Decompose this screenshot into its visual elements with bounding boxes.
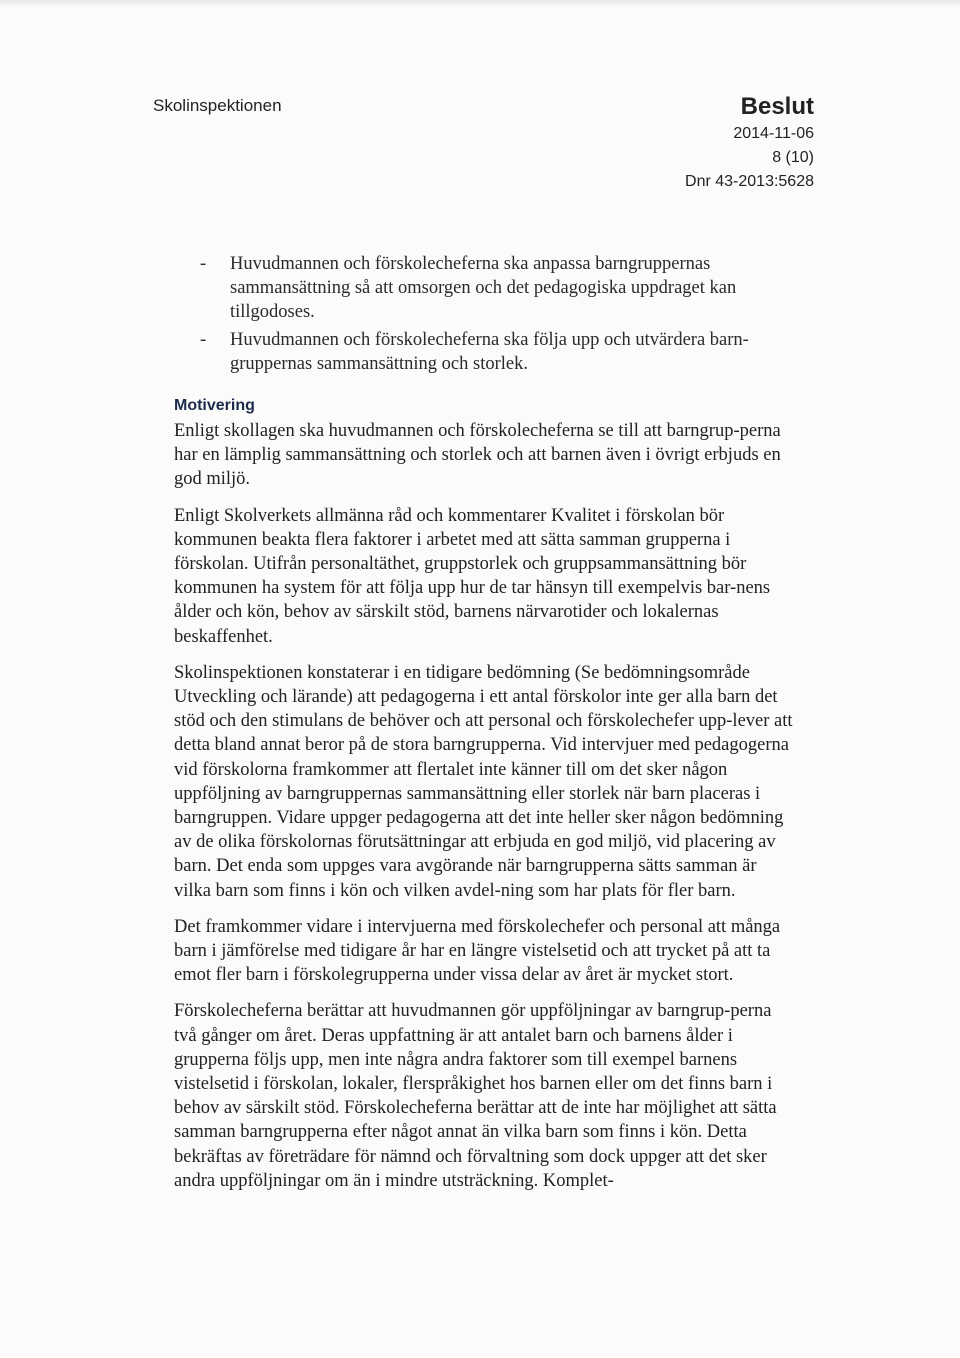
scan-edge: [0, 0, 960, 8]
document-meta: [685, 92, 814, 194]
paragraph: Enligt skollagen ska huvudmannen och förskolecheferna se till att barngrup-perna har en lämplig sammansättning och storlek och att barnen även i övrigt erbjuds en god miljö.: [174, 421, 781, 490]
list-item-text: Huvudmannen och förskolecheferna ska följa upp och utvärdera barn-gruppernas sammansättning och storlek.: [230, 330, 749, 374]
document-type: Beslut: [740, 93, 814, 120]
list-item: [200, 252, 790, 324]
body-text: [174, 419, 794, 1205]
paragraph: Skolinspektionen konstaterar i en tidigare bedömning (Se bedömningsområde Utveckling och lärande) att pedagogerna i ett antal förskolor inte ger alla barn det stöd och den stimulans de behöver och att personal och förskolechefer upp-lever att detta bland annat beror på de stora barngrupperna. Vid intervjuer med pedagogerna vid förskolorna framkommer att flertalet inte känner till om det sker någon uppföljning av barngruppernas sammansättning eller storlek när barn placeras i barngruppen. Vidare uppger pedagogerna att det inte heller sker någon bedömning av de olika förskolornas förutsättningar att erbjuda en god miljö, vid placering av barn. Det enda som uppges vara avgörande när barngrupperna sätts samman är vilka barn som finns i kön och vilken avdel-ning som har plats för fler barn.: [174, 662, 793, 901]
requirement-list: [200, 252, 790, 380]
paragraph: Förskolecheferna berättar att huvudmannen gör uppföljningar av barngrup-perna två gånger om året. Deras uppfattning är att antalet barn och barnens ålder i grupperna följs upp, men inte några andra faktorer som till exempel barnens vistelsetid i förskolan, lokaler, flerspråkighet hos barnen eller om det finns barn i behov av särskilt stöd. Förskolecheferna berättar att de inte har möjlighet att sätta samman barngrupperna efter något annat än vilka barn som finns i kön. Detta bekräftas av företrädare för nämnd och förvaltning som dock uppger att det sker andra uppföljningar om än i mindre utsträckning. Komplet-: [174, 1001, 777, 1191]
list-item: [200, 328, 790, 376]
registration-number: Dnr 43-2013:5628: [685, 173, 814, 190]
agency-name: Skolinspektionen: [153, 96, 282, 115]
bullet-marker: -: [200, 330, 207, 350]
paragraph: Enligt Skolverkets allmänna råd och kommentarer Kvalitet i förskolan bör kommunen beakta flera faktorer i arbetet med att sätta samman grupperna i förskolan. Utifrån personaltäthet, gruppstorlek och gruppsammansättning bör kommunen ha system för att följa upp hur de tar hänsyn till exempelvis bar-nens ålder och kön, behov av särskilt stöd, barnens närvarotider och lokalernas beskaffenhet.: [174, 505, 771, 647]
bullet-marker: -: [200, 254, 207, 274]
paragraph: Det framkommer vidare i intervjuerna med förskolechefer och personal att många barn i jämförelse med tidigare år har en längre vistelsetid och att trycket på att ta emot fler barn i förskolegrupperna under vissa delar av året är mycket stort.: [174, 916, 781, 986]
list-item-text: Huvudmannen och förskolecheferna ska anpassa barngruppernas sammansättning så att omsorgen och det pedagogiska uppdraget kan tillgodoses.: [230, 254, 737, 322]
document-date: 2014-11-06: [733, 125, 814, 142]
section-heading: Motivering: [174, 397, 255, 414]
page-number: 8 (10): [772, 149, 814, 166]
